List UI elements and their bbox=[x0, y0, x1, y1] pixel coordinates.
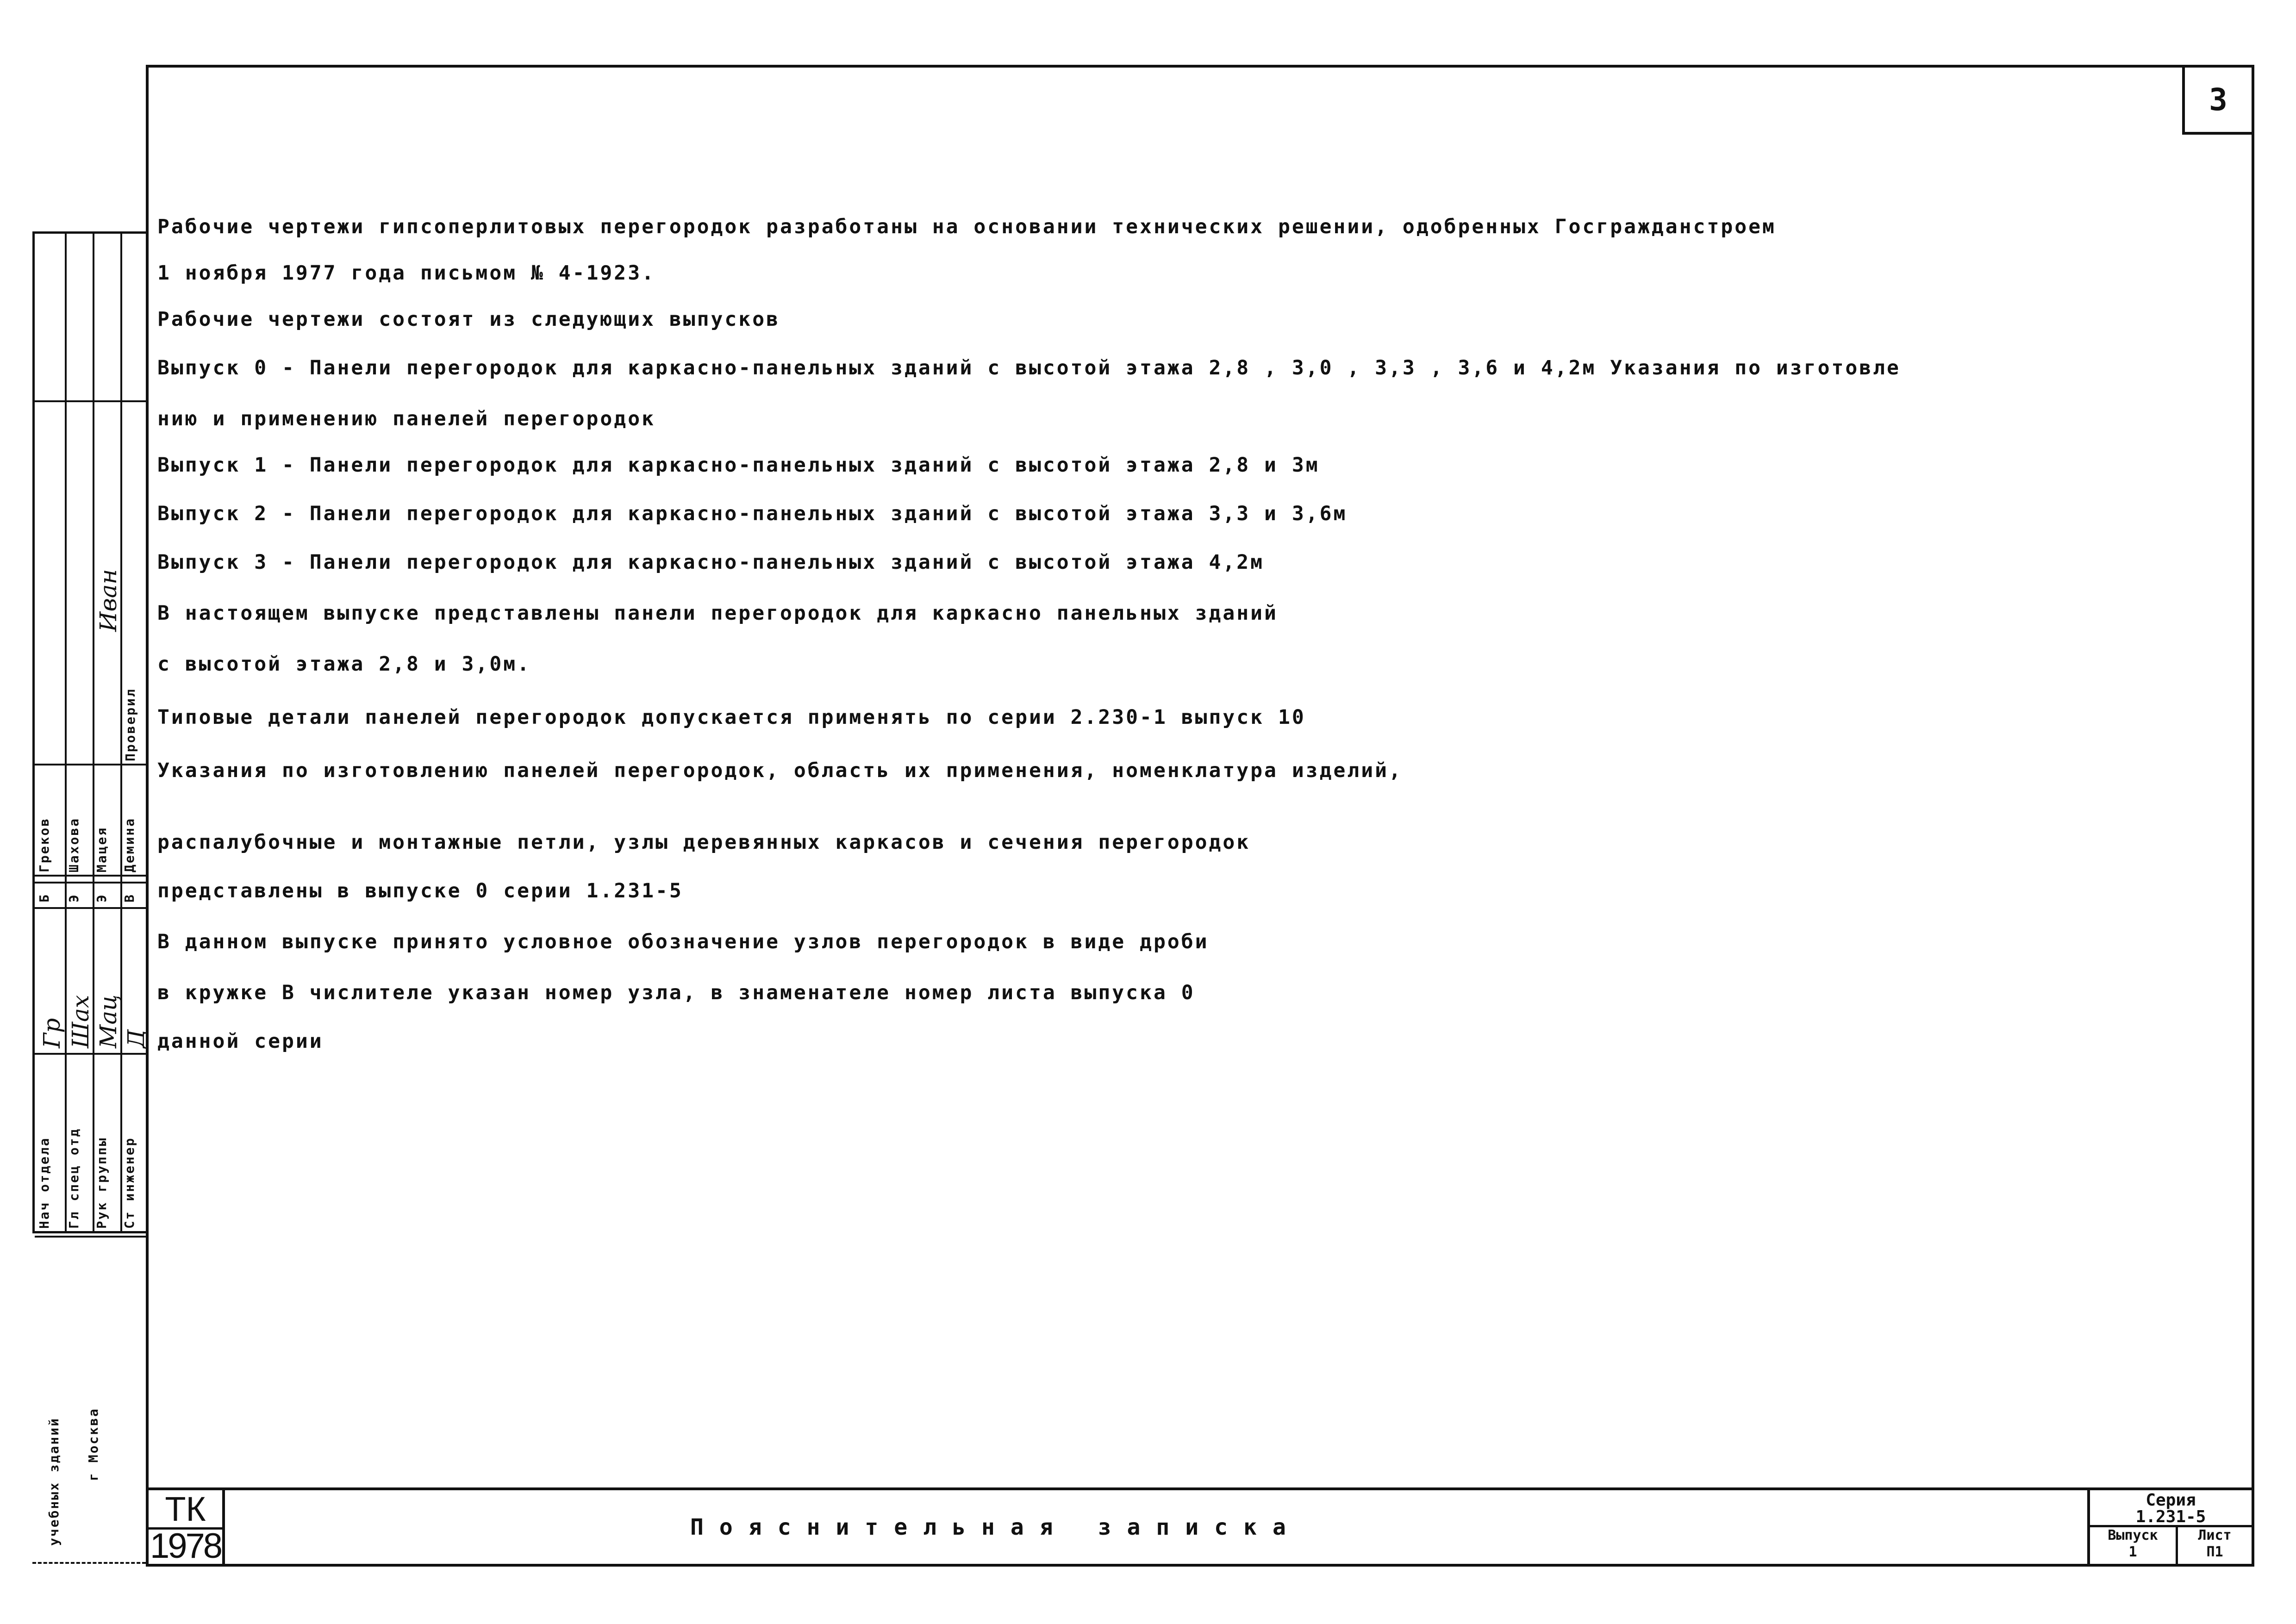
organization-line-2: г Москва bbox=[86, 1407, 101, 1481]
signature-3: Мац bbox=[95, 995, 122, 1048]
series-number: 1.231-5 bbox=[2135, 1507, 2206, 1526]
text-line: В настоящем выпуске представлены панели перегородок для каркасно панельных зданий bbox=[157, 602, 1278, 625]
logo-tk: ТК bbox=[149, 1491, 222, 1530]
signature-approved: Иван bbox=[95, 569, 122, 632]
issue-label: Выпуск bbox=[2108, 1527, 2158, 1543]
text-line: Рабочие чертежи гипсоперлитовых перегородок разработаны на основании технических решении, одобренных Госгражданстроем bbox=[157, 215, 1776, 238]
text-line: Выпуск 2 - Панели перегородок для каркасно-панельных зданий с высотой этажа 3,3 и 3,6м bbox=[157, 502, 1348, 525]
document-title: Пояснительная записка bbox=[690, 1514, 1302, 1540]
name-1: Греков bbox=[37, 817, 52, 872]
logo bbox=[149, 1490, 225, 1564]
name-2: Шахова bbox=[66, 817, 81, 872]
text-line: с высотой этажа 2,8 и 3,0м. bbox=[157, 653, 531, 676]
issue-cell bbox=[2090, 1527, 2178, 1564]
organization-line-1: учебных зданий bbox=[46, 1417, 62, 1546]
name-3: Мацея bbox=[94, 826, 109, 872]
text-line: Выпуск 1 - Панели перегородок для каркасно-панельных зданий с высотой этажа 2,8 и 3м bbox=[157, 454, 1320, 477]
text-line: нию и применению панелей перегородок bbox=[157, 407, 655, 430]
initial-1: Б bbox=[37, 893, 52, 902]
sheet-value: П1 bbox=[2206, 1544, 2223, 1560]
text-line: Выпуск 3 - Панели перегородок для каркасно-панельных зданий с высотой этажа 4,2м bbox=[157, 551, 1265, 574]
text-line: данной серии bbox=[157, 1030, 324, 1053]
drawing-frame bbox=[146, 65, 2254, 1567]
title-block bbox=[149, 1487, 2252, 1564]
role-2: Гл спец отд bbox=[66, 1127, 81, 1229]
logo-year: 1978 bbox=[150, 1526, 221, 1566]
page-number: 3 bbox=[2182, 68, 2252, 135]
text-line: Типовые детали панелей перегородок допускается применять по серии 2.230-1 выпуск 10 bbox=[157, 706, 1306, 729]
initial-2: Э bbox=[66, 893, 81, 902]
role-3: Рук группы bbox=[94, 1137, 109, 1229]
text-line: представлены в выпуске 0 серии 1.231-5 bbox=[157, 879, 683, 902]
text-line: 1 ноября 1977 года письмом № 4-1923. bbox=[157, 261, 655, 285]
text-line: Указания по изготовлению панелей перегородок, область их применения, номенклатура изделий, bbox=[157, 759, 1403, 782]
text-line: В данном выпуске принято условное обозначение узлов перегородок в виде дроби bbox=[157, 930, 1209, 953]
text-line: в кружке В числителе указан номер узла, в знаменателе номер листа выпуска 0 bbox=[157, 981, 1195, 1004]
role-4: Ст инженер bbox=[122, 1137, 137, 1229]
issue-value: 1 bbox=[2128, 1544, 2137, 1560]
initial-4: В bbox=[122, 893, 137, 902]
side-stamp bbox=[32, 231, 150, 1233]
initial-3: Э bbox=[94, 893, 109, 902]
text-line: распалубочные и монтажные петли, узлы деревянных каркасов и сечения перегородок bbox=[157, 831, 1251, 854]
signature-4: Д bbox=[123, 1029, 150, 1048]
name-4: Демина bbox=[122, 817, 137, 872]
sheet-cell bbox=[2178, 1527, 2252, 1564]
series-block bbox=[2087, 1490, 2252, 1564]
role-1: Нач отдела bbox=[37, 1137, 52, 1229]
approved-label: Проверил bbox=[123, 688, 138, 761]
cut-line bbox=[32, 1562, 146, 1564]
sheet-label: Лист bbox=[2198, 1527, 2232, 1543]
signature-1: Гр bbox=[38, 1018, 65, 1048]
text-line: Рабочие чертежи состоят из следующих выпусков bbox=[157, 308, 780, 331]
series-cell bbox=[2090, 1490, 2252, 1527]
series-label: Серия bbox=[2146, 1491, 2196, 1510]
signature-2: Шах bbox=[67, 995, 94, 1048]
text-line: Выпуск 0 - Панели перегородок для каркасно-панельных зданий с высотой этажа 2,8 , 3,0 , 3,3 , 3,6 и 4,2м Указания по изготовле bbox=[157, 356, 1901, 380]
